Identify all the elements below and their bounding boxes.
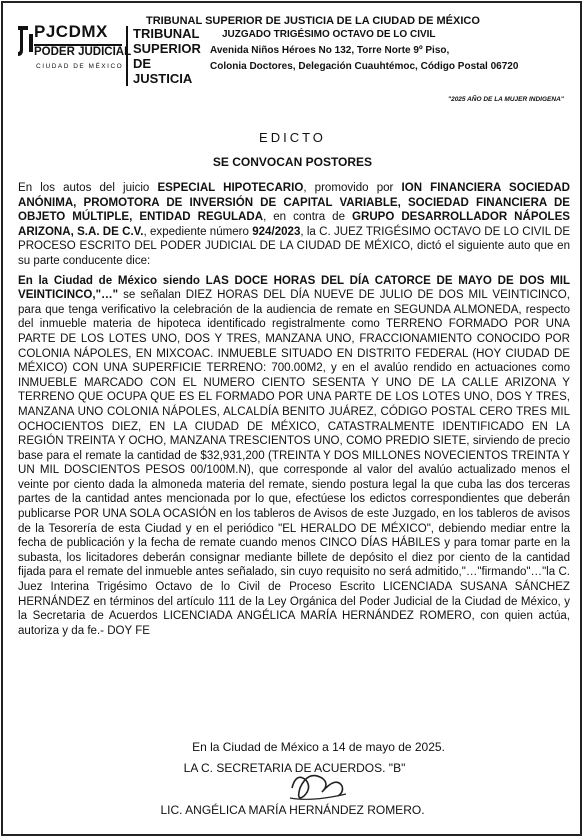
document-title: EDICTO	[259, 130, 326, 145]
closing-role: LA C. SECRETARIA DE ACUERDOS. "B"	[183, 761, 406, 775]
court-name: TRIBUNAL SUPERIOR DE JUSTICIA DE LA CIUDAD DE MÉXICO	[146, 15, 480, 27]
justice-emblem-icon	[16, 24, 36, 58]
p1-plaintiff: ION FINANCIERA SOCIEDAD ANÓNIMA, PROMOTORA DE INVERSIÓN DE CAPITAL VARIABLE, SOCIEDAD FINANCIERA DE OBJETO MÚLTIPLE, ENTIDAD REGULADA	[18, 182, 571, 224]
logo-title: PJCDMX	[34, 22, 108, 41]
p2-body: se señalan DIEZ HORAS DEL DÍA NUEVE DE JULIO DE DOS MIL VEINTICINCO, para que tenga verificativo la celebración de la audiencia de remate en SEGUNDA ALMONEDA, respecto del inmueble materia de hipoteca identificado registralmente como TERRENO FORMADO POR UNA PARTE DE LOS LOTES UNO, DOS Y TRES, MANZANA UNO, FRACCIONAMIENTO CONOCIDO POR COLONIA NÁPOLES, EN MIXCOAC. INMUEBLE SITUADO EN DISTRITO FEDERAL (HOY CIUDAD DE MÉXICO) CON UNA SUPERFICIE TERRENO: 700.00M2, y en el avalúo rendido en actuaciones como INMUEBLE MARCADO CON EL NUMERO CIENTO SESENTA Y UNO DE LA CALLE ARIZONA Y TERRENO QUE OCUPA QUE ES EL FORMADO POR UNA PARTE DE LOS LOTES UNO, DOS Y TRES, MANZANA UNO COLONIA NÁPOLES, ALCALDÍA BENITO JUÁREZ, CÓDIGO POSTAL CERO TRES MIL OCHOCIENTOS DIEZ, EN LA CIUDAD DE MÉXICO, CATASTRALMENTE IDENTIFICADO EN LA REGIÓN TREINTA Y OCHO, MANZANA TRESCIENTOS UNO, COMO PREDIO SIETE, sirviendo de precio base para el remate la cantidad de $32,931,200 (TREINTA Y DOS MILLONES NOVECIENTOS TREINTA Y UN MIL DOSCIENTOS PESOS 00/100M.N), que corresponde al valor del avalúo actualizado menos el veinte por ciento dada la almoneda materia del remate, siendo postura legal la que cuba las dos terceras partes de la cantidad antes mencionada por lo que, efectúese los edictos correspondientes que deberán publicarse POR UNA SOLA OCASIÓN en los tableros de Avisos de este Juzgado, en los tableros de avisos de la Tesorería de esta Ciudad y en el periódico "EL HERALDO DE MÉXICO", debiendo mediar entre la fecha de publicación y la fecha de remate cuando menos CINCO DÍAS HÁBILES y para tomar parte en la subasta, los licitadores deberán consignar mediante billete de depósito el diez por ciento de la cantidad fijada para el remate del inmueble antes señalado, sin cuyo requisito no será admitido,"…"firmando"…"la C. Juez Interina Trigésimo Octavo de lo Civil de Proceso Escrito LICENCIADA SUSANA SÁNCHEZ HERNÁNDEZ en términos del artículo 111 de la Ley Orgánica del Poder Judicial de la Ciudad de México, y la Secretaria de Acuerdos LICENCIADA ANGÉLICA MARÍA HERNÁNDEZ ROMERO, con quien actúa, autoriza y da fe.- DOY FE	[18, 289, 570, 637]
paragraph-case-intro	[18, 181, 570, 269]
p1-defendant: GRUPO DESARROLLADOR NÁPOLES ARIZONA, S.A. DE C.V.	[18, 211, 570, 238]
p1-contra: , en contra de	[263, 211, 353, 224]
signature-icon	[282, 758, 352, 808]
tsj-line-2: SUPERIOR DE	[133, 41, 201, 71]
closing-date: En la Ciudad de México a 14 de mayo de 2025.	[192, 740, 445, 754]
tsj-label	[126, 26, 211, 86]
signer-name: LIC. ANGÉLICA MARÍA HERNÁNDEZ ROMERO.	[160, 803, 425, 817]
year-motto: "2025 AÑO DE LA MUJER INDIGENA"	[448, 96, 564, 103]
tsj-line-3: JUSTICIA	[133, 71, 193, 86]
pjcdmx-logo	[16, 20, 132, 76]
court-street: Avenida Niños Héroes No 132, Torre Norte 9º Piso,	[210, 45, 450, 56]
p1-file-pre: , expediente número	[143, 225, 253, 238]
letterhead	[14, 14, 572, 86]
p1-lead: En los autos del juicio	[18, 182, 158, 194]
p2-date-lead: En la Ciudad de México siendo LAS DOCE HORAS DEL DÍA CATORCE DE MAYO DE DOS MIL VEINTICINCO,"…"	[18, 274, 570, 302]
paragraph-auction-order	[18, 274, 570, 639]
logo-subtitle: PODER JUDICIAL	[34, 46, 132, 58]
p1-promovido: , promovido por	[303, 182, 402, 194]
court-division: JUZGADO TRIGÉSIMO OCTAVO DE LO CIVIL	[222, 29, 436, 40]
edict-body	[18, 181, 570, 643]
p1-file-number: 924/2023	[252, 225, 301, 238]
p1-trial-type: ESPECIAL HIPOTECARIO	[157, 182, 304, 194]
tsj-line-1: TRIBUNAL	[133, 26, 200, 41]
p1-rest: , la C. JUEZ TRIGÉSIMO OCTAVO DE LO CIVIL DE PROCESO ESCRITO DEL PODER JUDICIAL DE LA CIUDAD DE MÉXICO, dictó el siguiente auto que en su parte conducente dice:	[18, 225, 571, 267]
court-colony: Colonia Doctores, Delegación Cuauhtémoc, Código Postal 06720	[210, 61, 519, 72]
document-subtitle: SE CONVOCAN POSTORES	[212, 155, 373, 169]
logo-city: CIUDAD DE MÉXICO	[36, 63, 124, 70]
